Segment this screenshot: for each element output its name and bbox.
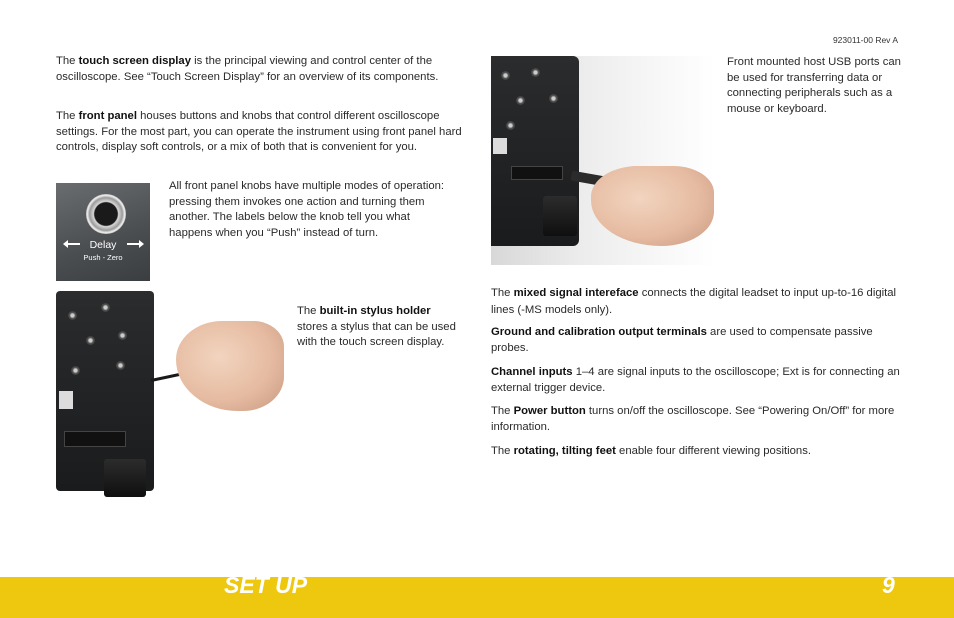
channel-inputs-paragraph bbox=[491, 365, 903, 396]
knob-sublabel: Push - Zero bbox=[83, 253, 123, 262]
term: rotating, tilting feet bbox=[513, 445, 616, 457]
touch-screen-paragraph bbox=[56, 54, 462, 85]
text: The bbox=[491, 287, 514, 299]
hd-logo-icon bbox=[59, 391, 73, 409]
text: connects the digital leadset to input up-to-16 digital lines (-MS models only). bbox=[491, 287, 897, 316]
hand-image bbox=[591, 166, 714, 246]
text: The bbox=[491, 405, 514, 417]
port-panel bbox=[511, 166, 563, 180]
term: Power button bbox=[513, 405, 586, 417]
section-title: SET UP bbox=[224, 572, 308, 598]
usb-port-photo bbox=[491, 56, 714, 265]
page-number: 9 bbox=[882, 572, 895, 598]
tilt-foot bbox=[543, 196, 577, 236]
footer-band bbox=[0, 577, 954, 618]
text: stores a stylus that can be used with the touch screen display. bbox=[297, 320, 456, 349]
term: mixed signal intereface bbox=[513, 287, 639, 299]
delay-knob-photo bbox=[56, 183, 150, 281]
term: built-in stylus holder bbox=[319, 305, 431, 317]
document-id: 923011-00 Rev A bbox=[832, 35, 898, 45]
text: is the principal viewing and control center of the oscilloscope. See “Touch Screen Display” for an overview of its components. bbox=[56, 55, 439, 83]
text: The bbox=[56, 110, 79, 122]
hand-image bbox=[176, 321, 284, 411]
usb-description: Front mounted host USB ports can be used for transferring data or connecting peripherals such as a mouse or keyboard. bbox=[727, 56, 901, 115]
knob-description: All front panel knobs have multiple modes of operation: pressing them invokes one action and turning them another. The labels below the knob tell you what happens when you “Push” instead of turn. bbox=[169, 180, 445, 239]
feet-paragraph bbox=[491, 444, 903, 460]
term: front panel bbox=[78, 110, 137, 122]
port-panel bbox=[64, 431, 126, 447]
ground-calibration-paragraph bbox=[491, 325, 903, 356]
knob-label: Delay bbox=[89, 239, 117, 251]
knob-icon bbox=[86, 194, 126, 234]
text: houses buttons and knobs that control different oscilloscope settings. For the most part, you can operate the instrument using front panel hard controls, display soft controls, or a mix of both that is convenient for you. bbox=[56, 110, 462, 154]
text: turns on/off the oscilloscope. See “Powering On/Off” for more information. bbox=[491, 405, 895, 433]
text: enable four different viewing positions. bbox=[615, 445, 812, 457]
term: touch screen display bbox=[78, 55, 191, 67]
text: The bbox=[297, 305, 320, 317]
hd-logo-icon bbox=[493, 138, 507, 154]
mixed-signal-paragraph bbox=[491, 285, 903, 318]
term: Ground and calibration output terminals bbox=[491, 326, 707, 338]
stylus-holder-foot bbox=[104, 459, 146, 497]
power-button-paragraph bbox=[491, 404, 903, 435]
stylus-holder-photo bbox=[56, 291, 284, 501]
text: 1–4 are signal inputs to the oscilloscope; Ext is for connecting an external trigger device. bbox=[491, 366, 900, 394]
text: The bbox=[491, 445, 514, 457]
term: Channel inputs bbox=[491, 366, 573, 378]
stylus-description bbox=[297, 304, 457, 351]
text: The bbox=[56, 55, 79, 67]
front-panel-paragraph bbox=[56, 109, 462, 156]
text: are used to compensate passive probes. bbox=[491, 326, 873, 354]
